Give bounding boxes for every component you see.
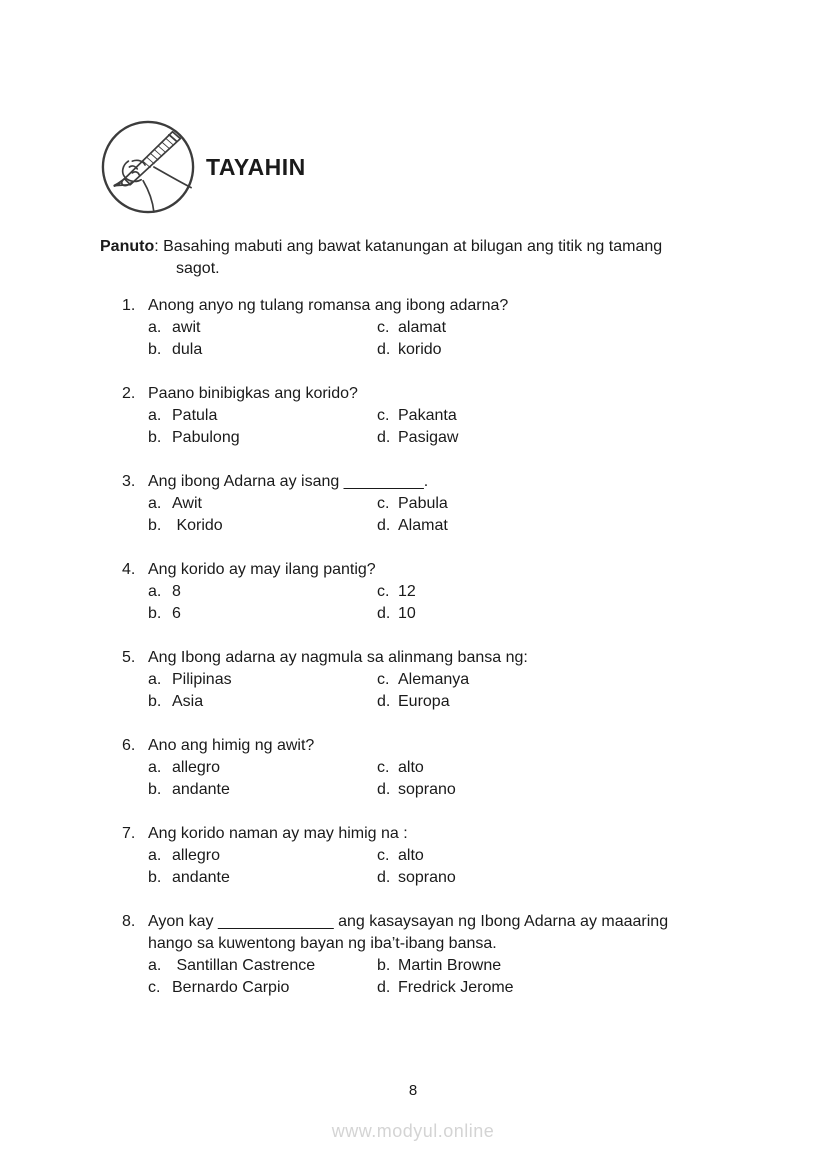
- option-text: allegro: [172, 759, 221, 776]
- answer-option: [148, 515, 377, 537]
- option-row: [148, 317, 742, 339]
- question-text: Ang korido naman ay may himig na :: [148, 825, 408, 842]
- answer-option: [377, 955, 501, 977]
- option-text: soprano: [398, 781, 456, 798]
- option-letter: a.: [148, 407, 162, 424]
- question-number: 5.: [122, 649, 136, 666]
- option-letter: c.: [377, 759, 390, 776]
- option-letter: d.: [377, 341, 391, 358]
- question-text: Paano binibigkas ang korido?: [148, 385, 358, 402]
- option-text: Pakanta: [398, 407, 457, 424]
- option-letter: a.: [148, 583, 162, 600]
- question-options: [148, 493, 742, 537]
- answer-option: [377, 691, 450, 713]
- question-body: [148, 911, 742, 999]
- question-body: [148, 471, 742, 537]
- option-row: [148, 427, 742, 449]
- instructions: [100, 236, 740, 280]
- option-text: Pabulong: [172, 429, 240, 446]
- option-row: [148, 339, 742, 361]
- question-text: Ayon kay _____________ ang kasaysayan ng Ibong Adarna ay maaaring: [148, 913, 669, 930]
- option-text: Fredrick Jerome: [398, 979, 514, 996]
- answer-option: [148, 977, 377, 999]
- question-options: [148, 581, 742, 625]
- question-item: [122, 383, 742, 449]
- option-text: Martin Browne: [398, 957, 502, 974]
- question-text: Ang ibong Adarna ay isang _________.: [148, 473, 429, 490]
- option-letter: c.: [377, 583, 390, 600]
- option-letter: a.: [148, 671, 162, 688]
- question-item: [122, 735, 742, 801]
- instructions-line1: [100, 236, 740, 258]
- question-number: 2.: [122, 385, 136, 402]
- answer-option: [377, 581, 416, 603]
- option-letter: b.: [148, 869, 162, 886]
- answer-option: [148, 603, 377, 625]
- question-options: [148, 845, 742, 889]
- option-letter: b.: [148, 429, 162, 446]
- option-letter: a.: [148, 957, 162, 974]
- answer-option: [377, 779, 456, 801]
- answer-option: [377, 493, 448, 515]
- option-text: Europa: [398, 693, 450, 710]
- answer-option: [148, 581, 377, 603]
- question-body: [148, 647, 742, 713]
- question-options: [148, 669, 742, 713]
- answer-option: [377, 339, 442, 361]
- option-letter: c.: [377, 671, 390, 688]
- question-options: [148, 405, 742, 449]
- option-text: korido: [398, 341, 442, 358]
- question-options: [148, 317, 742, 361]
- option-letter: d.: [377, 429, 391, 446]
- option-letter: a.: [148, 759, 162, 776]
- answer-option: [148, 493, 377, 515]
- option-text: soprano: [398, 869, 456, 886]
- option-letter: d.: [377, 605, 391, 622]
- question-item: [122, 295, 742, 361]
- answer-option: [377, 845, 424, 867]
- option-text: Patula: [172, 407, 218, 424]
- option-letter: c.: [377, 847, 390, 864]
- answer-option: [377, 669, 469, 691]
- option-text: allegro: [172, 847, 221, 864]
- option-text: 12: [398, 583, 416, 600]
- questions-list: [122, 295, 742, 1021]
- question-number: 1.: [122, 297, 136, 314]
- option-text: Pilipinas: [172, 671, 232, 688]
- option-row: [148, 691, 742, 713]
- question-item: [122, 911, 742, 999]
- answer-option: [148, 691, 377, 713]
- question-body: [148, 735, 742, 801]
- answer-option: [148, 955, 377, 977]
- option-text: Awit: [172, 495, 202, 512]
- answer-option: [148, 757, 377, 779]
- option-text: andante: [172, 781, 230, 798]
- option-letter: b.: [377, 957, 391, 974]
- option-row: [148, 845, 742, 867]
- answer-option: [148, 405, 377, 427]
- option-letter: d.: [377, 517, 391, 534]
- question-text: Ang Ibong adarna ay nagmula sa alinmang bansa ng:: [148, 649, 528, 666]
- option-text: Alemanya: [398, 671, 470, 688]
- hand-writing-icon: [99, 118, 197, 216]
- question-text: Ano ang himig ng awit?: [148, 737, 315, 754]
- option-letter: a.: [148, 847, 162, 864]
- page-number: 8: [408, 1082, 418, 1099]
- question-text: Ang korido ay may ilang pantig?: [148, 561, 376, 578]
- option-text: andante: [172, 869, 230, 886]
- option-letter: c.: [377, 407, 390, 424]
- question-number: 3.: [122, 473, 136, 490]
- question-item: [122, 647, 742, 713]
- question-options: [148, 757, 742, 801]
- answer-option: [377, 427, 458, 449]
- question-number: 8.: [122, 913, 136, 930]
- page-title: TAYAHIN: [206, 153, 306, 180]
- option-letter: d.: [377, 869, 391, 886]
- option-text: 6: [172, 605, 181, 622]
- question-options: [148, 955, 742, 999]
- option-text: Santillan Castrence: [172, 957, 316, 974]
- answer-option: [148, 845, 377, 867]
- question-body: [148, 823, 742, 889]
- option-row: [148, 757, 742, 779]
- answer-option: [377, 317, 446, 339]
- option-text: Pasigaw: [398, 429, 459, 446]
- answer-option: [148, 867, 377, 889]
- question-item: [122, 471, 742, 537]
- answer-option: [148, 427, 377, 449]
- option-letter: a.: [148, 319, 162, 336]
- option-letter: a.: [148, 495, 162, 512]
- answer-option: [377, 405, 457, 427]
- option-row: [148, 779, 742, 801]
- option-letter: d.: [377, 781, 391, 798]
- option-letter: d.: [377, 979, 391, 996]
- question-body: [148, 383, 742, 449]
- option-letter: b.: [148, 517, 162, 534]
- answer-option: [377, 603, 416, 625]
- answer-option: [377, 757, 424, 779]
- option-text: 10: [398, 605, 416, 622]
- option-row: [148, 977, 742, 999]
- option-letter: c.: [377, 495, 390, 512]
- option-text: alto: [398, 847, 424, 864]
- question-body: [148, 559, 742, 625]
- option-letter: b.: [148, 781, 162, 798]
- option-text: alamat: [398, 319, 447, 336]
- option-letter: d.: [377, 693, 391, 710]
- option-letter: b.: [148, 605, 162, 622]
- question-item: [122, 823, 742, 889]
- option-text: Asia: [172, 693, 204, 710]
- option-row: [148, 603, 742, 625]
- question-number: 6.: [122, 737, 136, 754]
- answer-option: [148, 669, 377, 691]
- question-number: 7.: [122, 825, 136, 842]
- option-row: [148, 669, 742, 691]
- answer-option: [377, 867, 456, 889]
- answer-option: [377, 977, 514, 999]
- instructions-label: Panuto: [100, 238, 155, 255]
- question-body: [148, 295, 742, 361]
- option-text: 8: [172, 583, 181, 600]
- option-row: [148, 955, 742, 977]
- option-text: dula: [172, 341, 203, 358]
- option-letter: b.: [148, 693, 162, 710]
- section-header: [99, 118, 306, 216]
- option-text: Bernardo Carpio: [172, 979, 290, 996]
- watermark-text: www.modyul.online: [331, 1121, 495, 1141]
- option-text: Korido: [172, 517, 223, 534]
- option-letter: c.: [148, 979, 161, 996]
- option-text: alto: [398, 759, 424, 776]
- option-letter: c.: [377, 319, 390, 336]
- question-text: hango sa kuwentong bayan ng iba’t-ibang bansa.: [148, 935, 497, 952]
- question-number: 4.: [122, 561, 136, 578]
- option-row: [148, 515, 742, 537]
- question-item: [122, 559, 742, 625]
- option-row: [148, 405, 742, 427]
- answer-option: [377, 515, 448, 537]
- instructions-line2: sagot.: [176, 260, 220, 277]
- option-letter: b.: [148, 341, 162, 358]
- instructions-text: : Basahing mabuti ang bawat katanungan at bilugan ang titik ng tamang: [154, 238, 663, 255]
- answer-option: [148, 339, 377, 361]
- answer-option: [148, 317, 377, 339]
- option-row: [148, 581, 742, 603]
- answer-option: [148, 779, 377, 801]
- option-text: awit: [172, 319, 201, 336]
- option-text: Alamat: [398, 517, 448, 534]
- question-text: Anong anyo ng tulang romansa ang ibong adarna?: [148, 297, 509, 314]
- option-row: [148, 493, 742, 515]
- option-row: [148, 867, 742, 889]
- option-text: Pabula: [398, 495, 448, 512]
